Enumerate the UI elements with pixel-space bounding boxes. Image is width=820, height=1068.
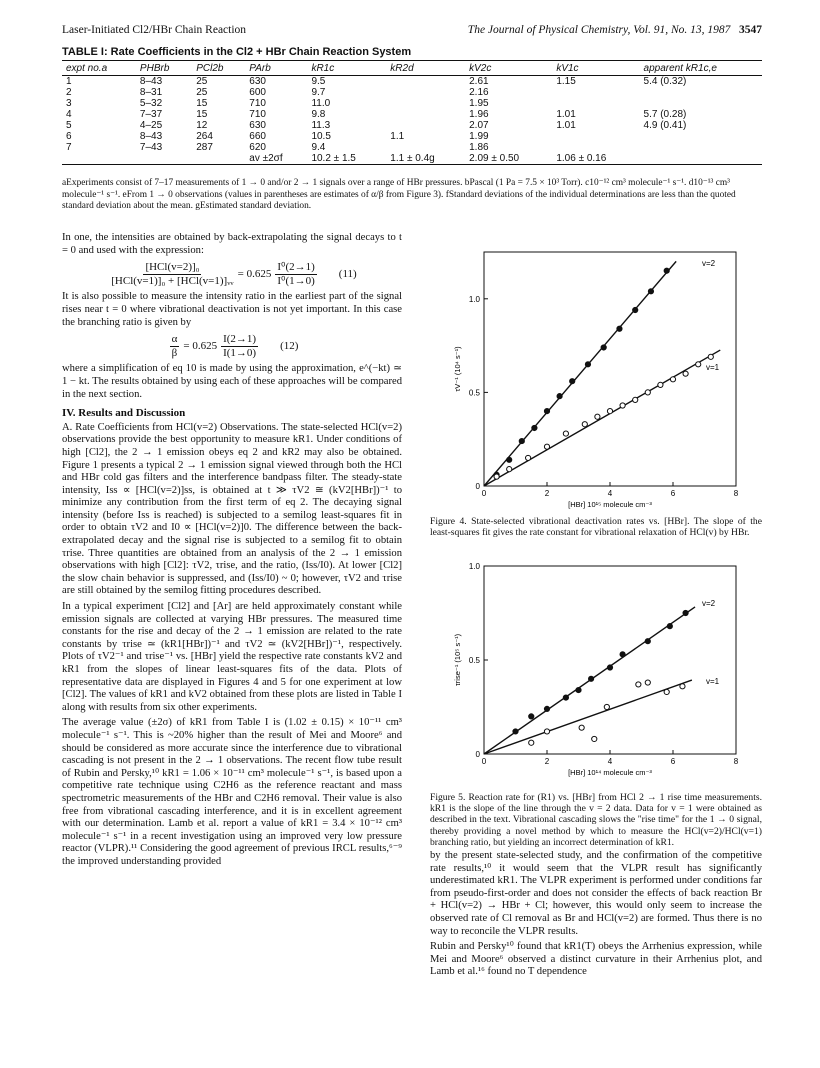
table-cell: 15	[196, 98, 208, 109]
data-point-v1	[529, 740, 534, 745]
data-point-v2	[532, 425, 537, 430]
table-cell: 25	[196, 87, 208, 98]
y-tick-label: 1.0	[468, 294, 480, 304]
data-point-v2	[576, 687, 581, 692]
plot-frame	[484, 566, 736, 754]
eq11-number: (11)	[338, 267, 357, 280]
fit-line-v1	[484, 680, 692, 754]
data-point-v2	[507, 457, 512, 462]
table-cell: 1.86	[469, 142, 489, 153]
table-cell: 620	[249, 142, 266, 153]
data-point-v2	[648, 289, 653, 294]
table-cell: 1.95	[469, 98, 489, 109]
data-point-v2	[563, 695, 568, 700]
table-cell: 710	[249, 98, 266, 109]
data-point-v2	[683, 610, 688, 615]
paragraph-results: A. Rate Coefficients from HCl(v=2) Observations. The state-selected HCl(v=2) observations provide the best opportunity to measure kR1. Under conditions of high [Cl2], the 2 → 1 emission obeys eq 2 and kR2 may also be obtained. Figure 1 presents a typical 2 → 1 emission signal viewed through both the HCl and HBr cold gas filters and the interference bandpass filter. The steady-state intensity, Iss ∝ [HCl(v=2)]ss, is obtained at t ≫ τV2 ≅ (kV2[HBr])⁻¹ to minimize any contribution from the first term of eq 2. The decaying signal intensity (before Iss is reached) is subjected to a semilog least-squares fit in order to obtain τV2 and I0 ∝ [HCl(v=2)]0. The difference between the back-extrapolated decay and the signal rise is subjected to a semilog fit to obtain τrise. Three quantities are obtained from an analysis of the 2 → 1 emission observations with high [Cl2]: τV2, τrise, and the ratio, (Iss/I0). At lower [Cl2] the slow chain behavior is suppressed, and (Iss/I0) ~ 0; however, τV2 and τrise are still obtained by the semilog fitting procedures described.	[62, 421, 402, 597]
table-cell: 7–37	[139, 109, 163, 120]
table-cell	[386, 142, 465, 153]
data-point-v1	[563, 431, 568, 436]
data-point-v1	[592, 736, 597, 741]
table-footnotes: aExperiments consist of 7–17 measurements of 1 → 0 and/or 2 → 1 signals over a range of HBr pressures. bPascal (1 Pa = 7.5 × 10³ Torr). c10⁻¹² cm³ molecule⁻¹ s⁻¹. d10⁻¹³ cm³ molecule⁻¹ s⁻¹. eFrom 1 → 0 observations (values in parentheses are estimates of α/β from Figure 3). fStandard deviations of the individual determinations are less than the quoted standard deviation about the mean. gEstimated standard deviation.	[62, 178, 736, 211]
table-row	[62, 76, 762, 88]
table-cell	[136, 153, 192, 165]
data-point-v2	[664, 268, 669, 273]
right-column	[430, 850, 762, 979]
figure-4-chart	[440, 246, 762, 514]
eq12-number: (12)	[280, 339, 299, 352]
x-tick-label: 0	[481, 489, 487, 498]
data-point-v1	[680, 684, 685, 689]
table-cell: 1.96	[469, 109, 489, 120]
fit-line-v2	[484, 261, 676, 486]
data-point-v2	[557, 394, 562, 399]
data-point-v1	[708, 354, 713, 359]
table-cell: 15	[196, 109, 208, 120]
table-cell: 25	[196, 76, 208, 87]
data-point-v1	[633, 397, 638, 402]
x-tick-label: 8	[733, 757, 739, 766]
y-axis-label: τrise⁻¹ (10⁵ s⁻¹)	[453, 633, 462, 687]
table-cell: 2.16	[469, 87, 489, 98]
table-cell: 5	[66, 120, 72, 131]
table-cell: 4–25	[139, 120, 163, 131]
data-point-v1	[544, 444, 549, 449]
table-cell: 9.8	[311, 109, 326, 120]
table-cell	[552, 98, 639, 109]
eq12-rhs-den: I(1→0)	[223, 346, 257, 359]
data-point-v1	[645, 390, 650, 395]
data-point-v1	[579, 725, 584, 730]
table-cell: 2.07	[469, 120, 489, 131]
eq11-rhs-num: I⁰(2→1)	[277, 261, 315, 274]
table-cell: 8–43	[139, 131, 163, 142]
table-cell	[552, 87, 639, 98]
table-row	[62, 131, 762, 142]
x-tick-label: 4	[607, 489, 613, 498]
table-cell	[640, 98, 762, 109]
x-tick-label: 2	[544, 757, 550, 766]
table-cell: 2.61	[469, 76, 489, 87]
table-header-cell: kR2d	[386, 61, 465, 76]
table-cell: 5.4 (0.32)	[643, 76, 687, 87]
data-point-v1	[595, 414, 600, 419]
data-point-v1	[658, 382, 663, 387]
table-cell	[640, 142, 762, 153]
table-cell: 7	[66, 142, 72, 153]
figure-5-caption: Figure 5. Reaction rate for (R1) vs. [HBr] from HCl 2 → 1 rise time measurements. kR1 is the slope of the line through the v = 2 data. Data for v = 1 were obtained as described in the text. Vibrational cascading slows the "rise time" for the 1 → 0 signal, thereby providing a novel method by which to measure the HCl(v=2)/HCl(v=1) branching ratio, but yielding an incorrect determination of kR1.	[430, 792, 762, 848]
data-point-v1	[696, 362, 701, 367]
table-cell	[552, 142, 639, 153]
table-header-cell: kR1c	[307, 61, 386, 76]
eq12-lhs-num: α	[171, 333, 178, 346]
paragraph-arrhenius: Rubin and Persky¹⁰ found that kR1(T) obeys the Arrhenius expression, while Mei and Moore⁶ observed a distinct curvature in their Arrhenius plot, and Lamb et al.¹⁶ found no T dependence	[430, 941, 762, 978]
data-point-v1	[582, 422, 587, 427]
eq11-lhs-num: [HCl(v=2)]₀	[145, 261, 200, 274]
data-point-v1	[636, 682, 641, 687]
plot-frame	[484, 252, 736, 486]
table-cell: 1.01	[556, 120, 576, 131]
table-cell: 10.2 ± 1.5	[307, 153, 386, 165]
data-point-v2	[607, 665, 612, 670]
table-cell	[192, 153, 245, 165]
header-journal	[468, 24, 762, 36]
table-cell	[386, 76, 465, 88]
figure-4-caption: Figure 4. State-selected vibrational deactivation rates vs. [HBr]. The slope of the least-squares fit gives the rate constant for vibrational relaxation of HCl(v) by HBr.	[430, 516, 762, 539]
data-point-v2	[601, 345, 606, 350]
table-title: TABLE I: Rate Coefficients in the Cl2 + HBr Chain Reaction System	[62, 46, 412, 58]
table-cell: 9.5	[311, 76, 326, 87]
eq12-rhs	[221, 333, 258, 359]
data-point-v1	[670, 377, 675, 382]
table-row	[62, 98, 762, 109]
table-cell: 1.1	[390, 131, 405, 142]
series-label-v1: v=1	[706, 677, 720, 686]
table-header-cell: kV2c	[465, 61, 552, 76]
paragraph-branching: It is also possible to measure the intensity ratio in the earliest part of the signal rises near t = 0 where vibrational deactivation is not yet important. In this case the branching ratio is given by	[62, 291, 402, 328]
data-point-v2	[570, 379, 575, 384]
table-row	[62, 120, 762, 131]
table-cell	[386, 120, 465, 131]
table-cell: 1.99	[469, 131, 489, 142]
table-header-row	[62, 61, 762, 76]
table-header-cell: PCl2b	[192, 61, 245, 76]
data-point-v1	[507, 467, 512, 472]
table-cell: 287	[196, 142, 213, 153]
eq11-coef: = 0.625	[237, 267, 272, 280]
eq11-lhs-den: [HCl(v=1)]₀ + [HCl(v=1)]ᵥᵥ	[111, 274, 234, 287]
eq12-lhs	[170, 333, 180, 359]
paragraph-average: The average value (±2σ) of kR1 from Table I is (1.02 ± 0.15) × 10⁻¹¹ cm³ molecule⁻¹ s⁻¹. This is ~20% higher than the result of Mei and Moore⁶ and should be considered as more accurate since the interference due to vibrational cascading is not present in the 2 → 1 observations. The recent flow tube result of Rubin and Persky,¹⁰ kR1 = 1.06 × 10⁻¹¹ cm³ molecule⁻¹ s⁻¹, is based upon a competitive rate technique using C2H6 as the reference reactant and mass spectrometric measurements of the HBr and C2H6 removal. Their value is also free from vibrational cascading interference, and it is in excellent agreement with our determination. Lamb et al. report a value of kR1 = 3.4 × 10⁻¹² cm³ molecule⁻¹ s⁻¹ in a recent investigation using an improved very low pressure reactor (VLPR).¹¹ Considering the good agreement of previous IRCL results,⁶⁻⁹ the improved understanding provided	[62, 717, 402, 867]
table-cell: 12	[196, 120, 208, 131]
y-tick-label: 0	[475, 750, 480, 759]
table-cell: 1.15	[556, 76, 576, 87]
data-point-v2	[633, 307, 638, 312]
table-cell	[386, 109, 465, 120]
table-cell	[640, 153, 762, 165]
journal-citation: The Journal of Physical Chemistry, Vol. 91, No. 13, 1987	[467, 24, 731, 36]
section-heading: IV. Results and Discussion	[62, 407, 186, 420]
equation-11	[62, 261, 402, 287]
data-point-v1	[544, 729, 549, 734]
x-tick-label: 6	[670, 757, 676, 766]
table-cell: 710	[249, 109, 266, 120]
data-point-v2	[529, 714, 534, 719]
series-label-v2: v=2	[702, 599, 716, 608]
table-cell: 11.0	[311, 98, 331, 109]
data-point-v1	[645, 680, 650, 685]
data-point-v2	[519, 438, 524, 443]
table-cell: 11.3	[311, 120, 331, 131]
y-tick-label: 1.0	[468, 562, 480, 571]
table-header-cell: expt no.a	[62, 61, 136, 76]
table-row	[62, 87, 762, 98]
table-row	[62, 142, 762, 153]
table-cell: 8–31	[139, 87, 163, 98]
eq11-rhs-den: I⁰(1→0)	[277, 274, 315, 287]
table-cell: 5–32	[139, 98, 163, 109]
table-header-cell: apparent kR1c,e	[640, 61, 762, 76]
y-tick-label: 0	[475, 482, 480, 491]
eq12-lhs-den: β	[171, 346, 178, 359]
y-tick-label: 0.5	[468, 388, 480, 398]
table-cell: 2	[66, 87, 72, 98]
eq12-coef: = 0.625	[183, 339, 218, 352]
table-cell: 4.9 (0.41)	[643, 120, 687, 131]
table-cell: 630	[249, 76, 266, 87]
data-point-v1	[607, 409, 612, 414]
page-number: 3547	[739, 24, 762, 36]
rate-coefficient-table	[62, 60, 762, 165]
y-axis-label: τV⁻¹ (10⁴ s⁻¹)	[453, 346, 462, 392]
data-point-v1	[683, 371, 688, 376]
table-cell: 6	[66, 131, 72, 142]
table-header-cell: kV1c	[552, 61, 639, 76]
eq11-lhs	[111, 261, 233, 287]
eq12-rhs-num: I(2→1)	[223, 333, 257, 346]
running-header	[62, 24, 762, 40]
data-point-v2	[589, 676, 594, 681]
x-tick-label: 8	[733, 489, 739, 498]
table-cell: 9.4	[311, 142, 326, 153]
data-point-v2	[617, 326, 622, 331]
table-cell: 8–43	[139, 76, 163, 87]
table-header-cell: PHBrb	[136, 61, 192, 76]
paragraph-intensity: In one, the intensities are obtained by back-extrapolating the signal decays to t = 0 and used with the expression:	[62, 232, 402, 256]
data-point-v1	[494, 474, 499, 479]
equation-12	[62, 333, 402, 359]
data-point-v1	[620, 403, 625, 408]
table-cell	[62, 153, 136, 165]
x-tick-label: 4	[607, 757, 613, 766]
table-cell: 1.1 ± 0.4g	[386, 153, 465, 165]
table-cell: 7–43	[139, 142, 163, 153]
left-column	[62, 232, 402, 872]
x-tick-label: 6	[670, 489, 676, 498]
paragraph-simplification: where a simplification of eq 10 is made by using the approximation, e^(−kt) ≃ 1 − kt. The results obtained by using each of these approaches will be compared in the next section.	[62, 363, 402, 400]
data-point-v2	[645, 639, 650, 644]
table-cell: 1	[66, 76, 72, 87]
fit-line-v1	[484, 350, 720, 486]
table-cell: 1.06 ± 0.16	[552, 153, 639, 165]
table-cell: 5.7 (0.28)	[643, 109, 687, 120]
data-point-v1	[526, 455, 531, 460]
table-cell: 3	[66, 98, 72, 109]
data-point-v2	[544, 409, 549, 414]
data-point-v2	[544, 706, 549, 711]
data-point-v2	[513, 729, 518, 734]
x-tick-label: 0	[481, 757, 487, 766]
data-point-v2	[620, 652, 625, 657]
figure-5-chart	[440, 562, 762, 784]
y-tick-label: 0.5	[468, 656, 480, 665]
table-row	[62, 109, 762, 120]
data-point-v2	[667, 624, 672, 629]
table-cell: 1.01	[556, 109, 576, 120]
header-title: Laser-Initiated Cl2/HBr Chain Reaction	[62, 24, 247, 36]
data-point-v2	[585, 362, 590, 367]
series-label-v1: v=1	[706, 363, 720, 372]
paragraph-vlpr: by the present state-selected study, and the confirmation of the competitive rate results,¹⁰ it would seem that the VLPR result has significantly underestimated kR1. The VLPR experiment is performed under conditions far from pseudo-first-order and does not consider the effects of back reaction Br + HCl(v=2) → HBr + Cl; however, this would only seem to increase the observed rate of Cl removal as Br and HCl(v=2) are formed. Thus there is no way to reconcile the VLPR results.	[430, 850, 762, 937]
data-point-v1	[664, 689, 669, 694]
table-cell	[552, 131, 639, 142]
table-cell: 264	[196, 131, 213, 142]
x-axis-label: [HBr] 10¹⁵ molecule cm⁻³	[568, 500, 652, 509]
table-cell	[386, 87, 465, 98]
data-point-v1	[604, 704, 609, 709]
table-row	[62, 153, 762, 165]
table-header-cell: PArb	[245, 61, 307, 76]
series-label-v2: v=2	[702, 259, 716, 268]
table-cell: 600	[249, 87, 266, 98]
table-cell: 630	[249, 120, 266, 131]
table-cell	[640, 131, 762, 142]
table-cell: 4	[66, 109, 72, 120]
table-cell: av ±2σf	[245, 153, 307, 165]
x-tick-label: 2	[544, 489, 550, 498]
table-cell: 9.7	[311, 87, 326, 98]
paragraph-experiment: In a typical experiment [Cl2] and [Ar] are held approximately constant while emission signals are collected at varying HBr pressures. The measured time constants for the rise and decay of the 2 → 1 emission are related to the rate constants by τrise ≃ (kR1[HBr])⁻¹ and τV2 ≃ (kV2[HBr])⁻¹, respectively. Plots of τV2⁻¹ and τrise⁻¹ vs. [HBr] yield the respective rate constants kV2 and kR1 from the slopes of linear least-squares fits of the data. Plots of representative data are displayed in Figures 4 and 5 for one experiment at low [Cl2]. The values of kR1 and kV2 obtained from these plots are listed in Table I along with results from six other experiments.	[62, 601, 402, 713]
table-cell	[640, 87, 762, 98]
eq11-rhs	[275, 261, 316, 287]
table-cell	[386, 98, 465, 109]
table-cell: 2.09 ± 0.50	[465, 153, 552, 165]
table-cell: 660	[249, 131, 266, 142]
table-cell: 10.5	[311, 131, 331, 142]
x-axis-label: [HBr] 10¹⁴ molecule cm⁻³	[568, 768, 652, 777]
